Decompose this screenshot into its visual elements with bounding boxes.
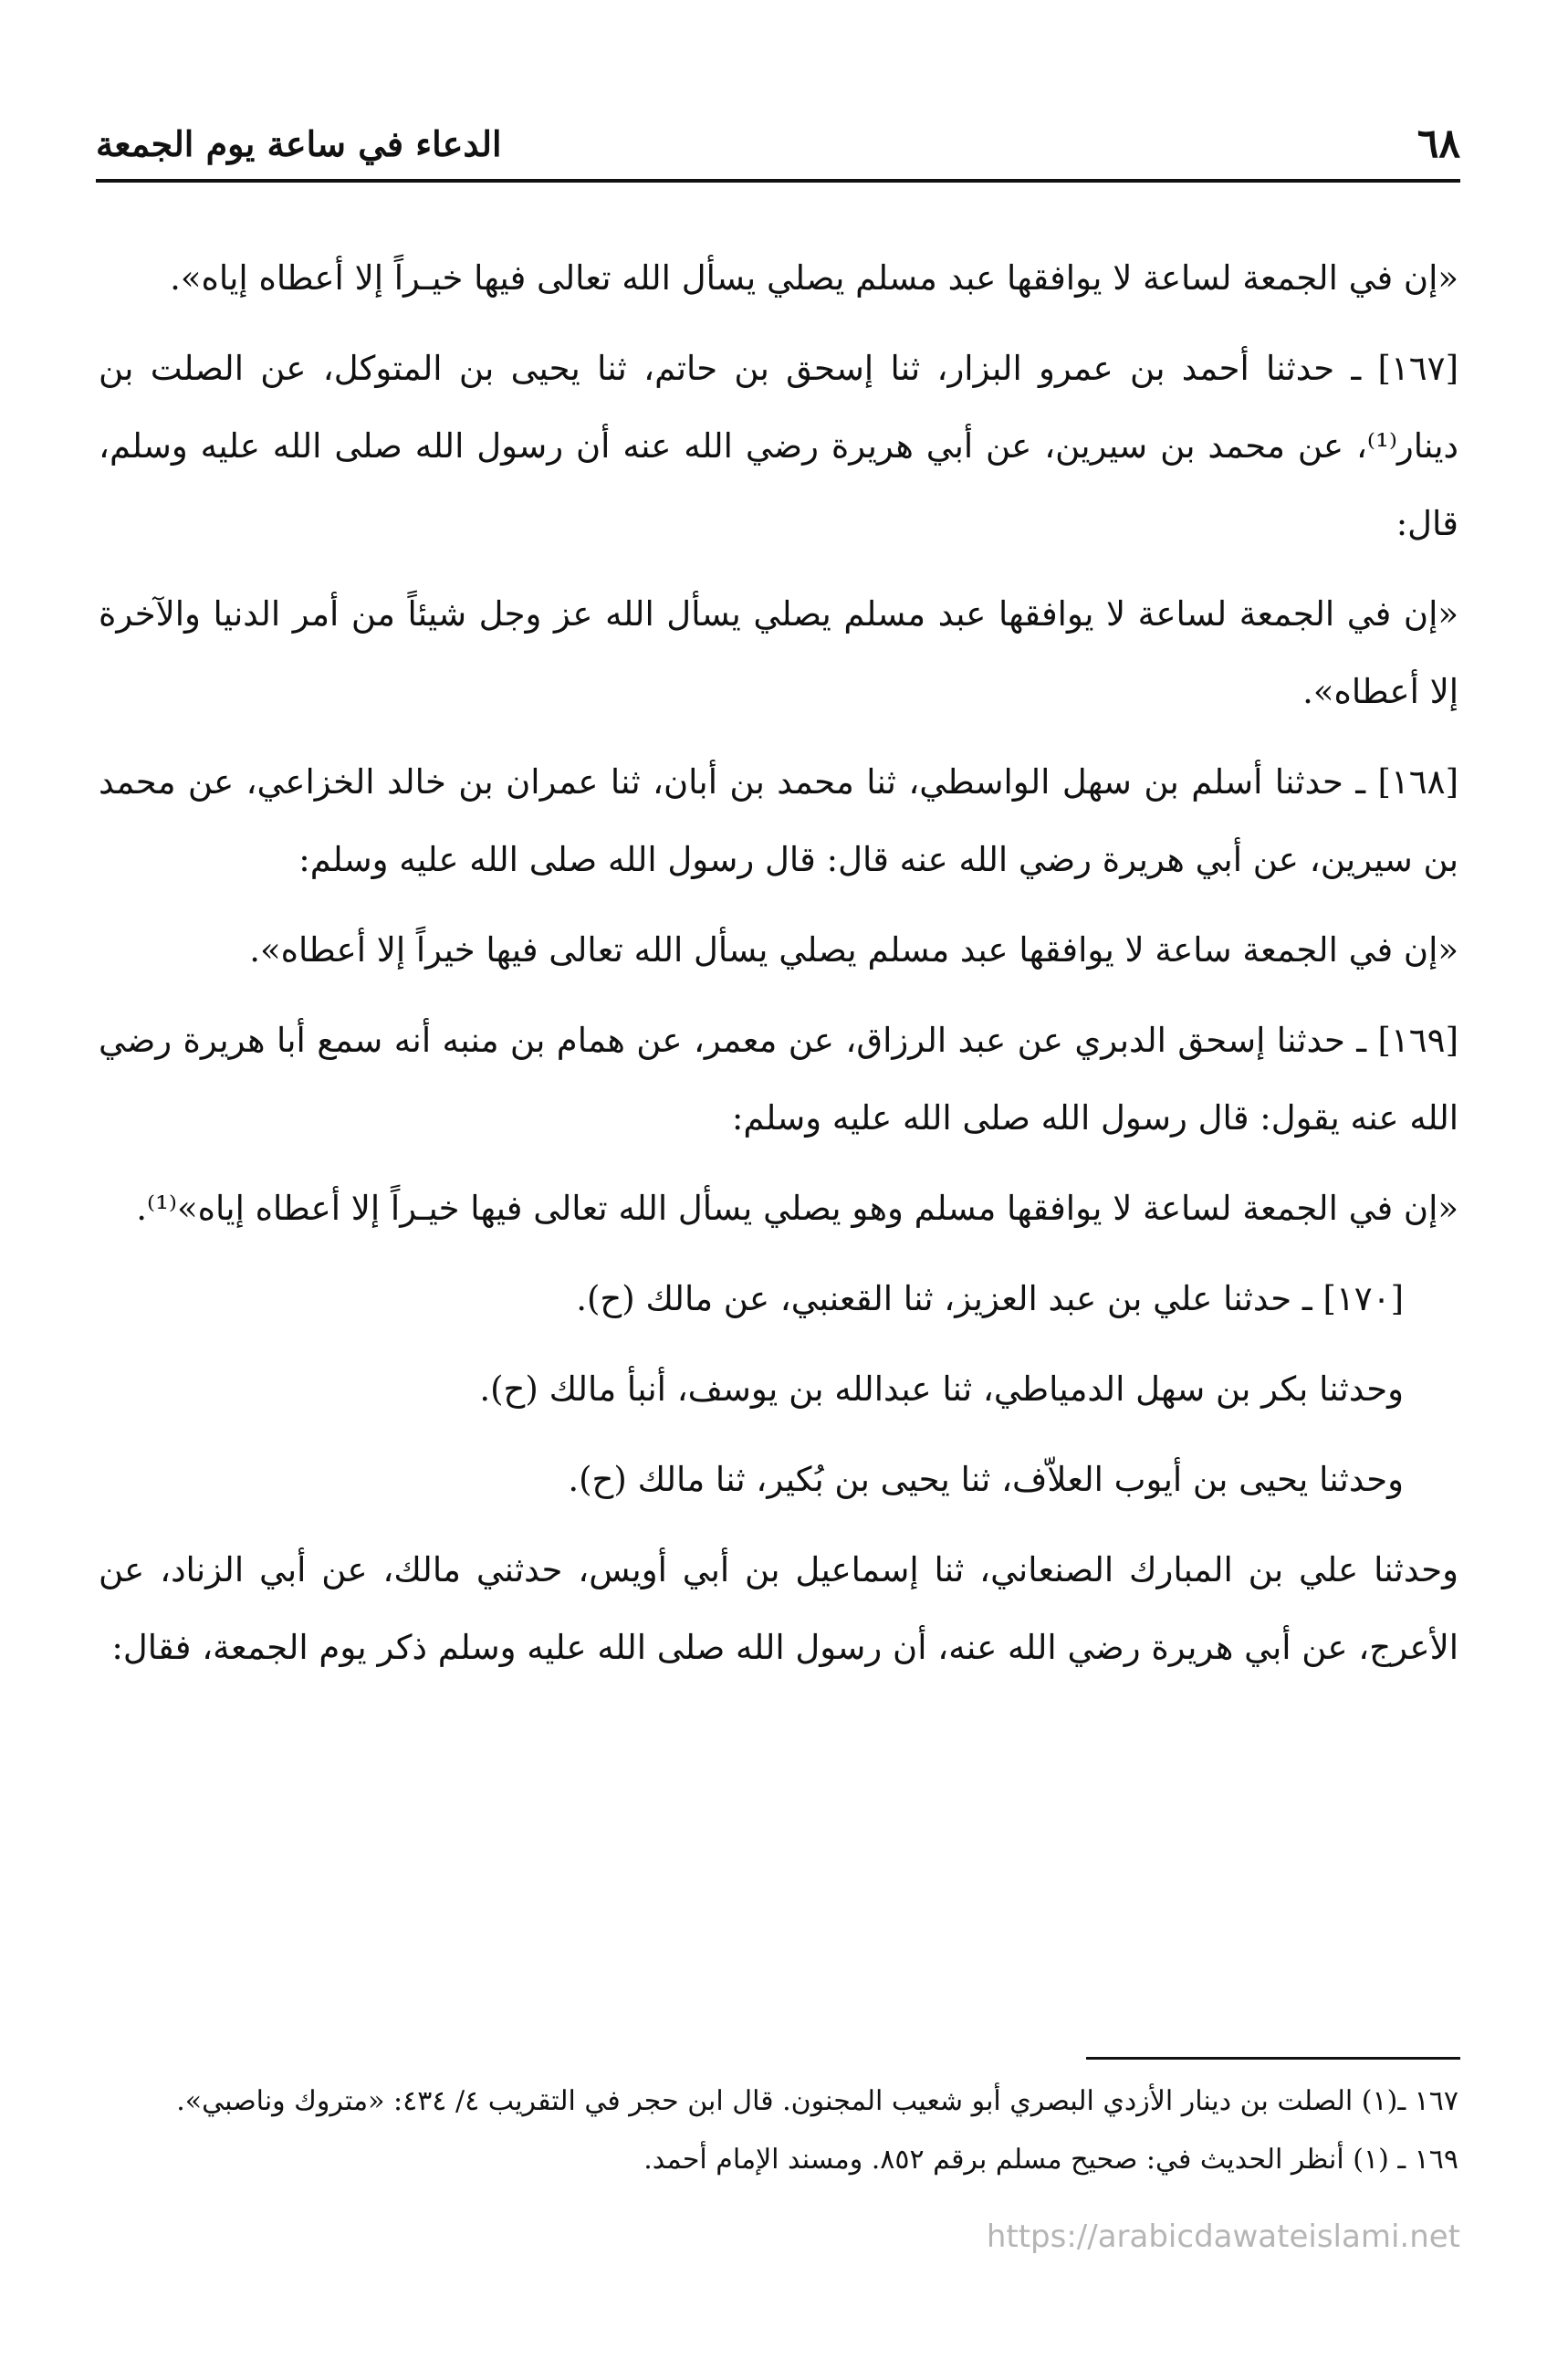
hadith-text-167: «إن في الجمعة لساعة لا يوافقها عبد مسلم يصلي يسأل الله عز وجل شيئاً من أمر الدنيا والآخرة إلا أعطاه». [99,594,1458,711]
isnad-170-line-3: وحدثنا يحيى بن أيوب العلاّف، ثنا يحيى بن بُكير، ثنا مالك (ح). [568,1460,1404,1499]
isnad-167: [١٦٧] ـ حدثنا أحمد بن عمرو البزار، ثنا إسحق بن حاتم، ثنا يحيى بن المتوكل، عن الصلت بن دينار⁽¹⁾، عن محمد بن سيرين، عن أبي هريرة رضي الله عنه أن رسول الله صلى الله عليه وسلم، قال: [99,349,1458,543]
page-number: ٦٨ [1416,121,1460,167]
running-title: الدعاء في ساعة يوم الجمعة [96,123,502,164]
isnad-170-line-2: وحدثنا بكر بن سهل الدمياطي، ثنا عبدالله بن يوسف، أنبأ مالك (ح). [479,1369,1404,1409]
hadith-text-1: «إن في الجمعة لساعة لا يوافقها عبد مسلم يصلي يسأل الله تعالى فيها خيـراً إلا أعطاه إياه». [170,258,1458,298]
footnote-169: ١٦٩ ـ (١) أنظر الحديث في: صحيح مسلم برقم ٨٥٢. ومسند الإمام أحمد. [643,2144,1458,2176]
footnotes [99,2072,1458,2189]
header-rule [96,179,1460,183]
footnotes-rule [1086,2057,1460,2060]
hadith-text-169: «إن في الجمعة لساعة لا يوافقها مسلم وهو يصلي يسأل الله تعالى فيها خيـراً إلا أعطاه إياه»⁽¹⁾. [136,1189,1458,1228]
watermark-url: https://arabicdawateislami.net [986,2218,1460,2255]
page-header [96,117,1460,172]
hadith-text-168: «إن في الجمعة ساعة لا يوافقها عبد مسلم يصلي يسأل الله تعالى فيها خيراً إلا أعطاه». [249,930,1458,970]
footnote-167: ١٦٧ ـ(١) الصلت بن دينار الأزدي البصري أبو شعيب المجنون. قال ابن حجر في التقريب ٤/ ٤٣٤: «متروك وناصبي». [176,2085,1458,2117]
isnad-168: [١٦٨] ـ حدثنا أسلم بن سهل الواسطي، ثنا محمد بن أبان، ثنا عمران بن خالد الخزاعي، عن محمد بن سيرين، عن أبي هريرة رضي الله عنه قال: قال رسول الله صلى الله عليه وسلم: [99,762,1458,879]
isnad-170-line-1: [١٧٠] ـ حدثنا علي بن عبد العزيز، ثنا القعنبي، عن مالك (ح). [576,1279,1404,1318]
main-text [99,239,1458,1699]
isnad-169: [١٦٩] ـ حدثنا إسحق الدبري عن عبد الرزاق، عن معمر، عن همام بن منبه أنه سمع أبا هريرة رضي الله عنه يقول: قال رسول الله صلى الله عليه وسلم: [99,1021,1458,1138]
isnad-170-final: وحدثنا علي بن المبارك الصنعاني، ثنا إسماعيل بن أبي أويس، حدثني مالك، عن أبي الزناد، عن الأعرج، عن أبي هريرة رضي الله عنه، أن رسول الله صلى الله عليه وسلم ذكر يوم الجمعة، فقال: [99,1550,1458,1667]
